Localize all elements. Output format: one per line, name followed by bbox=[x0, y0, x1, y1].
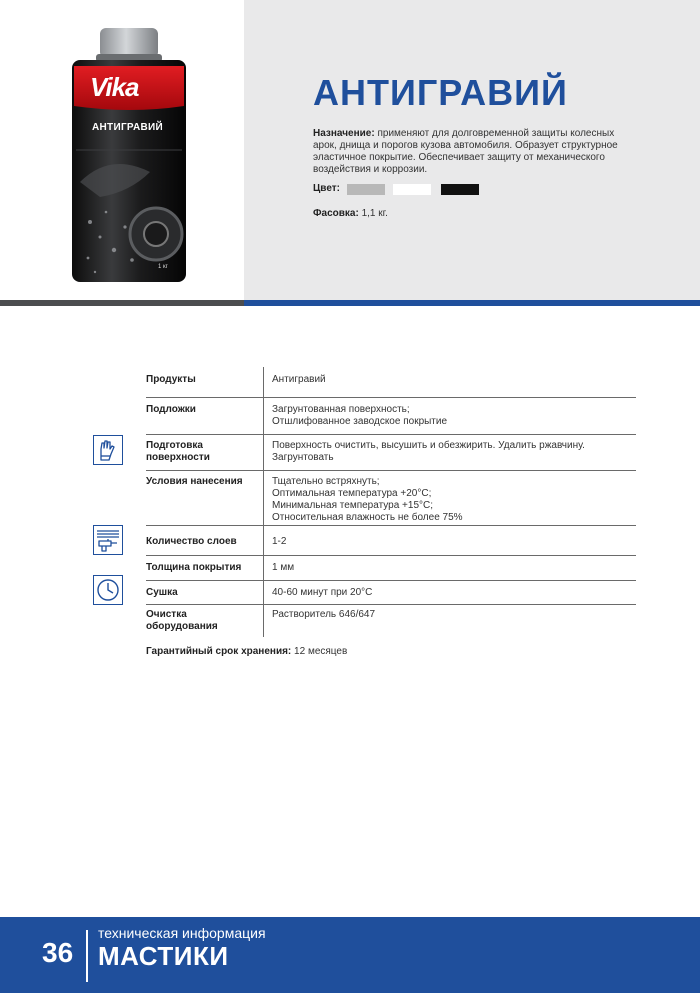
warranty-label: Гарантийный срок хранения: bbox=[146, 646, 292, 657]
spec-label: Условия нанесения bbox=[146, 476, 243, 487]
color-swatch-white bbox=[393, 184, 431, 195]
page-number: 36 bbox=[42, 937, 74, 968]
footer-section-title: МАСТИКИ bbox=[98, 941, 229, 971]
spec-label: Продукты bbox=[146, 374, 196, 385]
package-size bbox=[313, 208, 388, 219]
spec-row-coats bbox=[146, 526, 636, 556]
color-label: Цвет: bbox=[313, 183, 340, 194]
spec-label: Количество слоев bbox=[146, 536, 237, 547]
spec-value: Поверхность очистить, высушить и обезжирить. Удалить ржавчину. Загрунтовать bbox=[272, 440, 585, 463]
pack-value: 1,1 кг. bbox=[358, 208, 388, 219]
product-purpose bbox=[313, 128, 631, 176]
spec-label: Подложки bbox=[146, 404, 196, 415]
spec-row-products bbox=[146, 367, 636, 398]
spec-table bbox=[146, 367, 636, 637]
can-product-name: АНТИГРАВИЙ bbox=[92, 122, 164, 133]
color-swatch-gray bbox=[347, 184, 385, 195]
color-swatch-black bbox=[441, 184, 479, 195]
purpose-text: применяют для долговременной защиты колесных арок, днища и порогов кузова автомобиля. Образует структурное эластичное покрытие. Обеспечивает защиту от механического воздействия и коррозии. bbox=[313, 128, 618, 175]
page-footer bbox=[0, 917, 700, 993]
footer-divider bbox=[86, 930, 88, 982]
spec-column-divider bbox=[263, 367, 264, 398]
spec-column-divider bbox=[263, 471, 264, 526]
warranty-value: 12 месяцев bbox=[291, 646, 348, 657]
spec-label: Толщина покрытия bbox=[146, 562, 242, 573]
product-header-band bbox=[0, 0, 700, 303]
spec-row-substrates bbox=[146, 398, 636, 435]
spec-label: Сушка bbox=[146, 587, 178, 598]
spec-row-drying bbox=[146, 581, 636, 605]
spec-row-surface-prep bbox=[146, 435, 636, 471]
spec-column-divider bbox=[263, 605, 264, 637]
spec-value: 1 мм bbox=[272, 562, 295, 573]
spec-value: Растворитель 646/647 bbox=[272, 609, 376, 620]
spec-column-divider bbox=[263, 581, 264, 605]
spec-value: 40-60 минут при 20°С bbox=[272, 587, 373, 598]
spec-row-application bbox=[146, 471, 636, 526]
pack-label: Фасовка: bbox=[313, 208, 359, 219]
can-volume: 1 кг bbox=[158, 264, 168, 270]
spec-column-divider bbox=[263, 398, 264, 435]
spec-value: 1-2 bbox=[272, 536, 287, 547]
can-brand-logo: Vika bbox=[90, 72, 139, 102]
spec-label: Подготовка поверхности bbox=[146, 440, 210, 463]
product-can-image bbox=[70, 22, 188, 284]
gloves-icon bbox=[93, 435, 123, 465]
spec-column-divider bbox=[263, 435, 264, 471]
spec-row-thickness bbox=[146, 556, 636, 581]
spec-column-divider bbox=[263, 556, 264, 581]
header-divider-blue bbox=[244, 300, 700, 306]
spec-value: Загрунтованная поверхность; Отшлифованное заводское покрытие bbox=[272, 404, 448, 427]
color-options bbox=[313, 183, 340, 195]
spray-gun-icon bbox=[93, 525, 123, 555]
spec-value: Антигравий bbox=[272, 374, 326, 385]
header-divider-dark bbox=[0, 300, 244, 306]
clock-icon bbox=[93, 575, 123, 605]
spec-row-cleaning bbox=[146, 605, 636, 637]
warranty-note bbox=[146, 646, 347, 657]
spec-label: Очистка оборудования bbox=[146, 609, 218, 632]
spec-column-divider bbox=[263, 526, 264, 556]
spec-value: Тщательно встряхнуть; Оптимальная температура +20°С; Минимальная температура +15°С; Относительная влажность не более 75% bbox=[272, 476, 463, 523]
footer-subtitle: техническая информация bbox=[98, 925, 266, 941]
page-title: АНТИГРАВИЙ bbox=[313, 72, 568, 113]
purpose-label: Назначение: bbox=[313, 128, 375, 139]
